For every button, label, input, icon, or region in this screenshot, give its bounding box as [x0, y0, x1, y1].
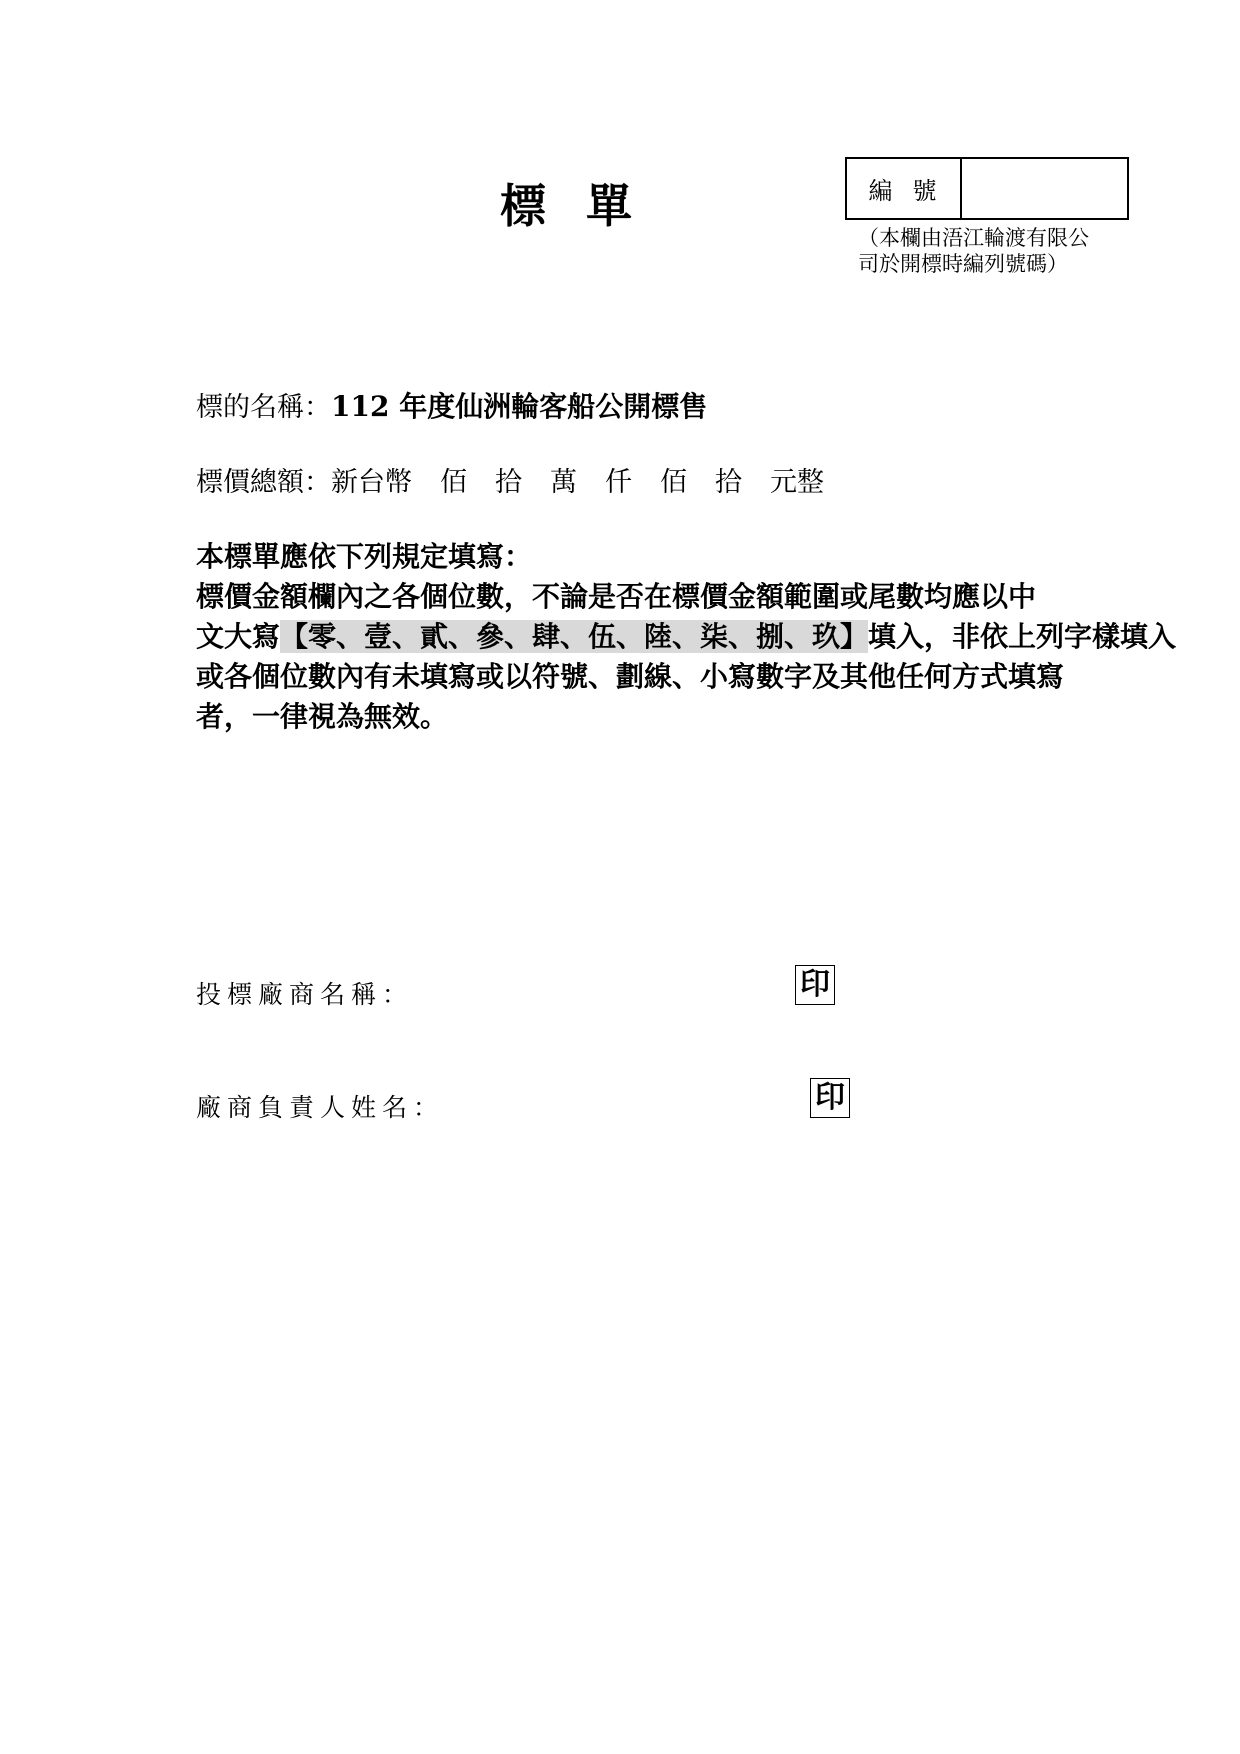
- amount-label: 標價總額：新台幣: [196, 467, 412, 498]
- serial-number-label: 編號: [847, 159, 962, 218]
- amount-unit: 拾: [495, 467, 522, 498]
- rules-heading: 本標單應依下列規定填寫：: [196, 540, 533, 573]
- title-char-2: 單: [586, 179, 632, 233]
- bidder-name-label: 投標廠商名稱：: [196, 980, 414, 1009]
- amount-unit: 佰: [660, 467, 687, 498]
- amount-unit: 佰: [440, 467, 467, 498]
- amount-row: [196, 460, 824, 499]
- allowed-characters: 【零、壹、貳、參、肆、伍、陸、柒、捌、玖】: [280, 620, 869, 653]
- rules-line-4: 者，一律視為無效。: [196, 700, 449, 733]
- rules-line-2-prefix: 文大寫: [196, 620, 281, 653]
- filling-rules: [196, 537, 1196, 737]
- rules-line-1: 標價金額欄內之各個位數，不論是否在標價金額範圍或尾數均應以中: [196, 580, 1037, 613]
- page-title: [500, 170, 632, 236]
- bidder-seal-box[interactable]: 印: [795, 965, 835, 1005]
- amount-unit: 萬: [550, 467, 577, 498]
- serial-number-field[interactable]: [962, 159, 1127, 218]
- serial-number-note: （本欄由浯江輪渡有限公司於開標時編列號碼）: [858, 226, 1089, 276]
- rules-line-2-suffix: 填入，非依上列字樣填入: [868, 620, 1177, 653]
- title-char-1: 標: [500, 179, 546, 233]
- serial-number-box: [845, 157, 1129, 220]
- rules-line-3: 或各個位數內有未填寫或以符號、劃線、小寫數字及其他任何方式填寫: [196, 660, 1065, 693]
- subject-value: 112 年度仙洲輪客船公開標售: [331, 390, 708, 423]
- subject-row: [196, 385, 707, 425]
- rules-line-2: [196, 617, 1196, 657]
- owner-name-label: 廠商負責人姓名：: [196, 1093, 445, 1122]
- subject-label: 標的名稱：: [196, 392, 331, 423]
- amount-unit: 元整: [770, 467, 824, 498]
- amount-unit: 仟: [605, 467, 632, 498]
- amount-unit: 拾: [715, 467, 742, 498]
- owner-seal-box[interactable]: 印: [810, 1078, 850, 1118]
